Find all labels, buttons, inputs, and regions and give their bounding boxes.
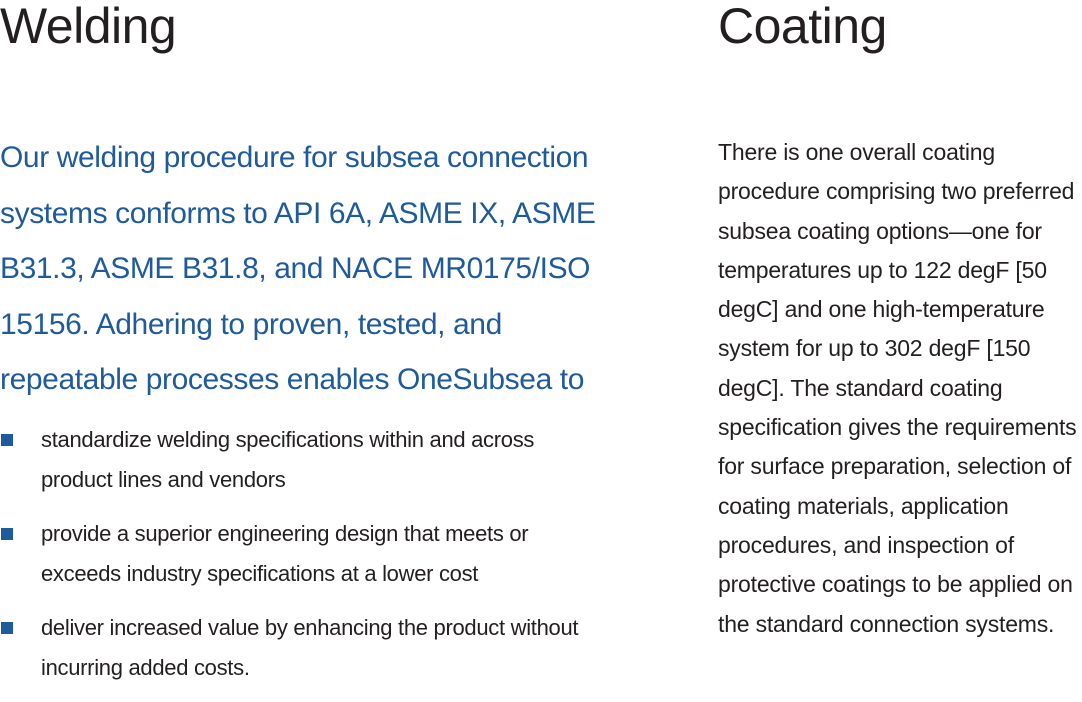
- bullet-text: standardize welding specifications within and across product lines and vendors: [41, 427, 535, 492]
- square-bullet-icon: [1, 622, 13, 634]
- welding-bullet-list: [0, 420, 600, 702]
- square-bullet-icon: [1, 528, 13, 540]
- welding-lead-paragraph: Our welding procedure for subsea connection systems conforms to API 6A, ASME IX, ASME B31.3, ASME B31.8, and NACE MR0175/ISO 15156. Adhering to proven, tested, and repeatable processes enables OneSubsea to: [0, 141, 596, 396]
- bullet-text: provide a superior engineering design that meets or exceeds industry specifications at a lower cost: [41, 521, 529, 586]
- square-bullet-icon: [1, 434, 13, 446]
- list-item: [0, 514, 581, 594]
- coating-body-paragraph: There is one overall coating procedure comprising two preferred subsea coating options—one for temperatures up to 122 degF [50 degC] and one high-temperature system for up to 302 degF [150 degC]. The standard coating specification gives the requirements for surface preparation, selection of coating materials, application procedures, and inspection of protective coatings to be applied on the standard connection systems.: [718, 139, 1077, 637]
- list-item: [0, 608, 581, 688]
- welding-heading: Welding: [0, 0, 177, 54]
- bullet-text: deliver increased value by enhancing the product without incurring added costs.: [41, 615, 579, 680]
- coating-heading: Coating: [718, 0, 887, 54]
- list-item: [0, 420, 581, 500]
